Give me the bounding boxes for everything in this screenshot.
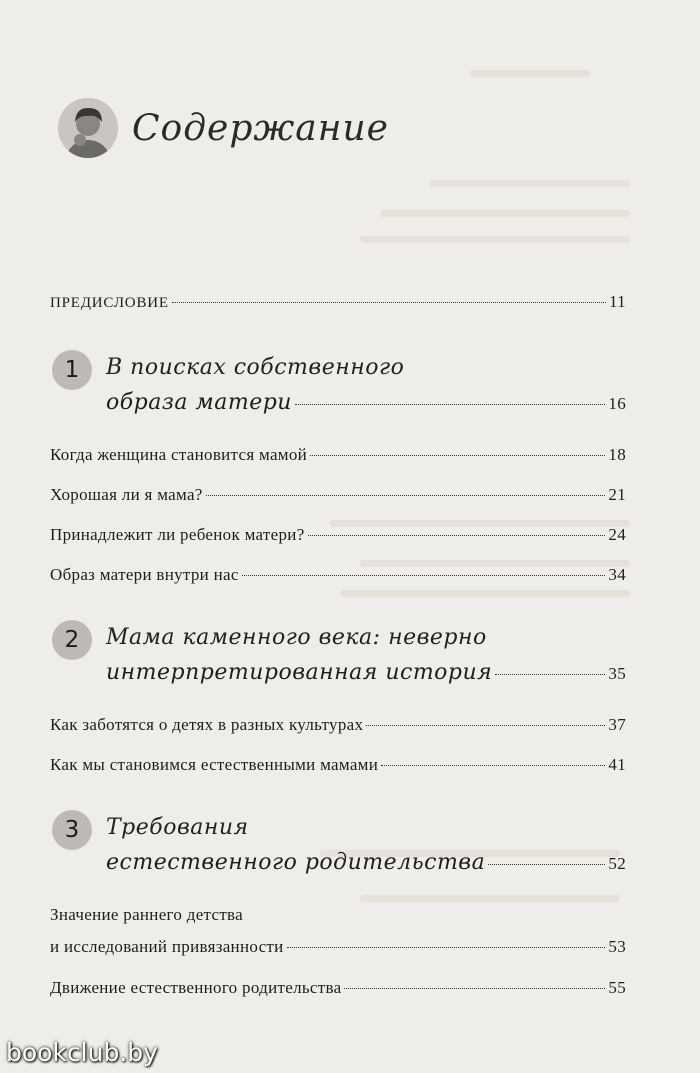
toc-entry-label: Хорошая ли я мама?	[50, 485, 203, 504]
chapter-title: образа матери	[106, 390, 292, 415]
toc-page-number: 34	[608, 565, 626, 584]
toc-entry-chapter	[106, 390, 626, 415]
toc-page-number: 53	[608, 937, 626, 956]
toc-entry-label: Как заботятся о детях в разных культурах	[50, 715, 364, 734]
toc-entry-section	[50, 485, 626, 505]
toc-entry-section	[50, 755, 626, 775]
dot-leader	[495, 674, 605, 675]
toc-entry-chapter	[106, 660, 626, 685]
chapter-number-badge: 2	[52, 620, 92, 660]
dot-leader	[344, 988, 605, 989]
toc-entry-section	[50, 715, 626, 735]
toc-page-number: 21	[608, 485, 626, 504]
dot-leader	[206, 495, 606, 496]
toc-entry-label: Когда женщина становится мамой	[50, 445, 308, 464]
toc-page-number: 18	[608, 445, 626, 464]
toc-entry-section	[50, 978, 626, 998]
toc-page-number: 52	[608, 854, 626, 873]
chapter-title: В поисках собственного	[106, 355, 405, 380]
toc-page-number: 35	[608, 664, 626, 683]
toc-page-number: 41	[608, 755, 626, 774]
toc-entry-chapter	[106, 850, 626, 875]
dot-leader	[172, 302, 606, 303]
toc-entry-section	[50, 565, 626, 585]
toc-entry-label: Значение раннего детства	[50, 905, 244, 924]
chapter-title: Требования	[106, 815, 249, 840]
dot-leader	[308, 535, 606, 536]
toc-entry-preface	[50, 292, 626, 312]
page-title: Содержание	[132, 108, 389, 149]
toc-entry-section	[50, 445, 626, 465]
dot-leader	[310, 455, 605, 456]
toc-entry-section	[50, 937, 626, 957]
toc-entry-label: и исследований привязанности	[50, 937, 284, 956]
portrait-logo-icon	[58, 98, 118, 158]
toc-entry-label: Образ матери внутри нас	[50, 565, 239, 584]
watermark: bookclub.by	[6, 1038, 158, 1067]
chapter-title: интерпретированная история	[106, 660, 493, 685]
toc-entry-label: Принадлежит ли ребенок матери?	[50, 525, 305, 544]
dot-leader	[287, 947, 606, 948]
dot-leader	[295, 404, 605, 405]
toc-page-number: 16	[608, 394, 626, 413]
chapter-title: Мама каменного века: неверно	[106, 625, 487, 650]
toc-entry-label: Как мы становимся естественными мамами	[50, 755, 379, 774]
toc-entry-section	[50, 525, 626, 545]
toc-entry-label: Движение естественного родительства	[50, 978, 342, 997]
dot-leader	[366, 725, 605, 726]
toc-entry-label: ПРЕДИСЛОВИЕ	[50, 295, 169, 311]
toc-page-number: 55	[608, 978, 626, 997]
chapter-title: естественного родительства	[106, 850, 486, 875]
toc-page-number: 24	[608, 525, 626, 544]
chapter-number-badge: 1	[52, 350, 92, 390]
chapter-number-badge: 3	[52, 810, 92, 850]
toc-page-number: 11	[609, 292, 626, 311]
dot-leader	[242, 575, 606, 576]
dot-leader	[488, 864, 605, 865]
toc-page-number: 37	[608, 715, 626, 734]
dot-leader	[381, 765, 605, 766]
